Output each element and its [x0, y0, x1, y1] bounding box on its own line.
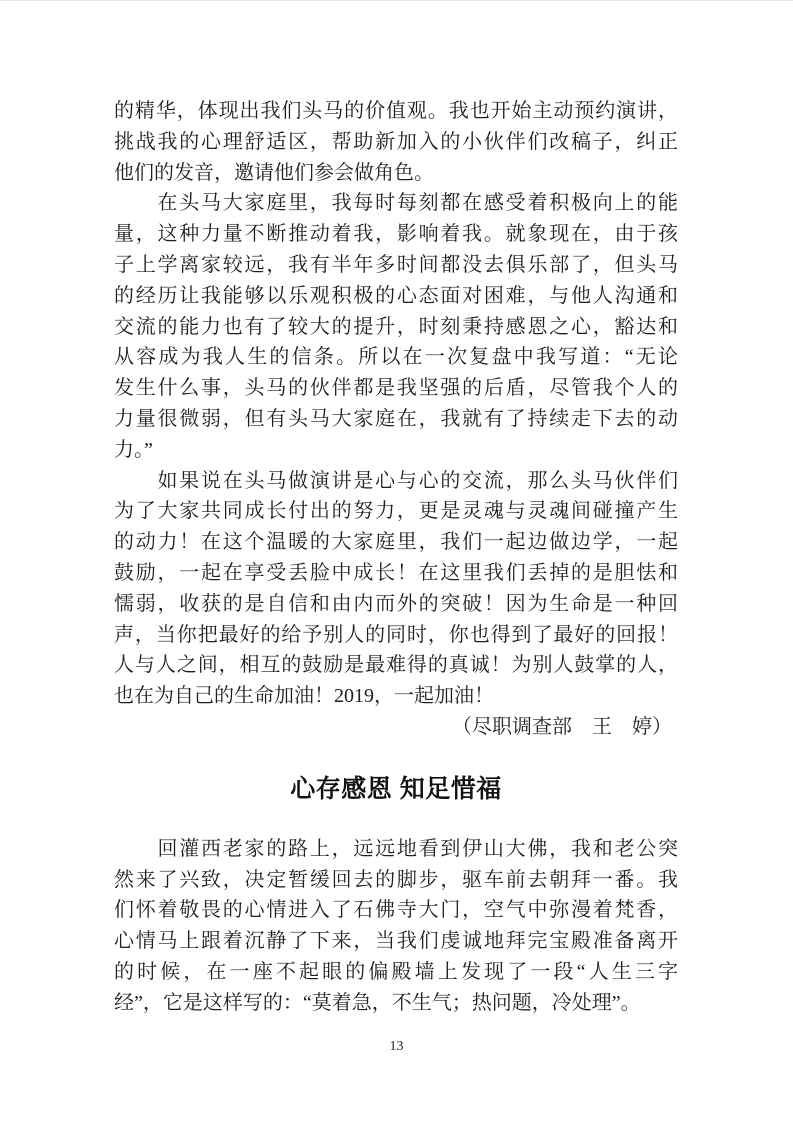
text-line: 子上学离家较远，我有半年多时间都没去俱乐部了，但头马 [114, 253, 678, 276]
text-line: 的精华，体现出我们头马的价值观。我也开始主动预约演讲， [114, 100, 678, 122]
text-line: 他们的发音，邀请他们参会做角色。 [114, 161, 434, 184]
text-line: 也在为自己的生命加油！2019，一起加油！ [114, 685, 494, 708]
page-content [114, 1, 678, 1019]
text-line: 力。” [114, 438, 153, 461]
text-line: 为了大家共同成长付出的努力，更是灵魂与灵魂间碰撞产生 [114, 500, 678, 523]
article2-body [114, 834, 678, 1019]
article1-signature: （尽职调查部 王 婷） [452, 715, 672, 738]
text-line: 量，这种力量不断推动着我，影响着我。就象现在，由于孩 [114, 223, 678, 246]
article2-title: 心存感恩 知足惜福 [290, 774, 502, 803]
article1-body [114, 96, 678, 712]
text-line: 鼓励，一起在享受丢脸中成长！在这里我们丢掉的是胆怯和 [114, 561, 678, 584]
text-line: 的时候，在一座不起眼的偏殿墙上发现了一段“人生三字 [114, 960, 678, 983]
text-line: 如果说在头马做演讲是心与心的交流，那么头马伙伴们 [114, 469, 678, 492]
text-line: 声，当你把最好的给予别人的同时，你也得到了最好的回报！ [114, 623, 678, 646]
text-line: 人与人之间，相互的鼓励是最难得的真诚！为别人鼓掌的人， [114, 654, 678, 677]
text-line: 力量很微弱，但有头马大家庭在，我就有了持续走下去的动 [114, 407, 678, 430]
text-line: 的经历让我能够以乐观积极的心态面对困难，与他人沟通和 [114, 284, 678, 307]
text-line: 发生什么事，头马的伙伴都是我坚强的后盾，尽管我个人的 [114, 377, 678, 400]
text-line: 们怀着敬畏的心情进入了石佛寺大门，空气中弥漫着梵香， [114, 899, 678, 922]
text-line: 挑战我的心理舒适区，帮助新加入的小伙伴们改稿子，纠正 [114, 130, 678, 153]
text-line: 从容成为我人生的信条。所以在一次复盘中我写道：“无论 [114, 346, 678, 369]
page-number: 13 [389, 1039, 404, 1054]
text-line: 回灌西老家的路上，远远地看到伊山大佛，我和老公突 [114, 837, 678, 860]
text-line: 经”，它是这样写的：“莫着急，不生气；热问题，冷处理”。 [114, 991, 641, 1014]
text-line: 然来了兴致，决定暂缓回去的脚步，驱车前去朝拜一番。我 [114, 868, 678, 891]
text-line: 的动力！在这个温暖的大家庭里，我们一起边做边学，一起 [114, 531, 678, 554]
text-line: 心情马上跟着沉静了下来，当我们虔诚地拜完宝殿准备离开 [114, 930, 678, 953]
text-line: 交流的能力也有了较大的提升，时刻秉持感恩之心，豁达和 [114, 315, 678, 338]
text-line: 懦弱，收获的是自信和由内而外的突破！因为生命是一种回 [114, 592, 678, 615]
text-line: 在头马大家庭里，我每时每刻都在感受着积极向上的能 [114, 192, 678, 215]
